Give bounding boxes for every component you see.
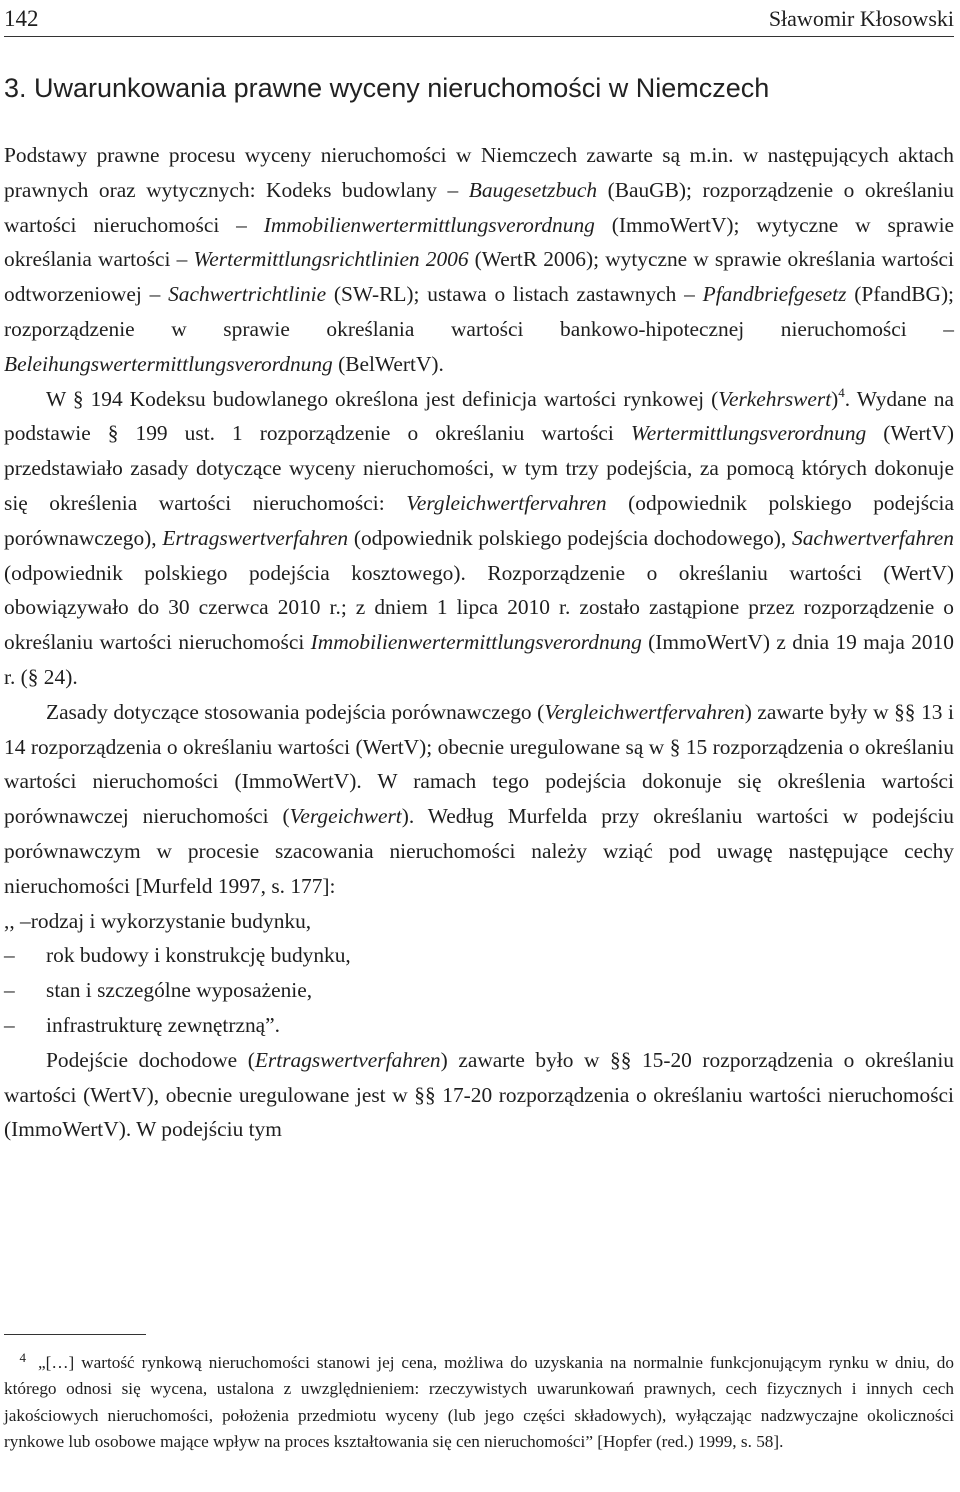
text-run: (ImmoWertV) z dnia 19 maja 2010 r. (§ 24). <box>4 630 954 689</box>
text-run: (PfandBG); rozporządzenie w sprawie określania wartości bankowo-hipotecznej nieruchomości – <box>4 282 955 341</box>
running-author: Sławomir Kłosowski <box>768 6 954 31</box>
list-item <box>4 1008 954 1043</box>
section-heading: 3. Uwarunkowania prawne wyceny nieruchomości w Niemczech <box>4 73 770 103</box>
italic-term: Ertragswertverfahren <box>254 1047 441 1072</box>
paragraph-legal-bases <box>4 138 954 382</box>
text-run: (odpowiednik polskiego podejścia dochodowego), <box>348 525 792 550</box>
footnote-text: „[…] wartość rynkową nieruchomości stanowi jej cena, możliwa do uzyskania na normalnie funkcjonującym rynku w dniu, do którego odnosi się wycena, ustalona z uwzględnieniem: rzeczywistych uwarunkowań prawnych, cech fizycznych i innych cech jakościowych nieruchomości, położenia przedmiotu wyceny (lub jego części składowych), wyłączając nadzwyczajne okoliczności rynkowe lub osobowe mające wpływ na proces kształtowania się cen nieruchomości” [Hopfer (red.) 1999, s. 58]. <box>4 1353 954 1452</box>
italic-term: Sachwertrichtlinie <box>168 282 327 307</box>
text-run: ) zawarte były w §§ 13 i 14 rozporządzenia o określaniu wartości (WertV); obecnie uregulowane są w § 15 rozporządzenia o określaniu wartości nieruchomości (ImmoWertV). W ramach tego podejścia dokonuje się określenia wartości porównawczej nieruchomości ( <box>4 699 955 829</box>
text-run: (WertV) przedstawiało zasady dotyczące wyceny nieruchomości, w tym trzy podejścia, za pomocą których dokonuje się określenia wartości nieruchomości: <box>4 421 955 515</box>
italic-term: Immobilienwertermittlungsverordnung <box>263 212 595 237</box>
text-run: ). Według Murfelda przy określaniu wartości w podejściu porównawczym w procesie szacowania nieruchomości należy wziąć pod uwagę następujące cechy nieruchomości [Murfeld 1997, s. 177]: <box>4 804 954 898</box>
italic-term: Vergleichwertfervahren <box>406 490 607 515</box>
text-run: Podstawy prawne procesu wyceny nieruchomości w Niemczech zawarte są m.in. w następujących aktach prawnych oraz wytycznych: Kodeks budowlany – <box>4 143 954 202</box>
list-item-text: stan i szczególne wyposażenie, <box>46 978 313 1003</box>
text-run: Podejście dochodowe ( <box>46 1047 255 1072</box>
italic-term: Wertermittlungsrichtlinien 2006 <box>193 247 469 272</box>
list-dash: – <box>4 978 15 1003</box>
list-dash: ,, – <box>4 908 31 933</box>
text-run: (WertR 2006); wytyczne w sprawie określania wartości odtworzeniowej – <box>4 247 954 307</box>
list-item-text: infrastrukturę zewnętrzną”. <box>46 1012 280 1037</box>
text-run: ) <box>831 386 839 411</box>
footnote-rule <box>4 1334 146 1335</box>
italic-term: Pfandbriefgesetz <box>702 282 847 307</box>
footnote-reference[interactable]: 4 <box>838 384 845 400</box>
list-item-text: rodzaj i wykorzystanie budynku, <box>30 908 312 933</box>
document-page <box>4 0 954 1492</box>
text-run: (BelWertV). <box>332 351 444 376</box>
italic-term: Beleihungswertermittlungsverordnung <box>4 351 333 376</box>
text-run: (SW-RL); ustawa o listach zastawnych – <box>326 282 703 307</box>
feature-list <box>4 904 954 1043</box>
body-text <box>4 138 954 1147</box>
italic-term: Verkehrswert <box>718 386 832 411</box>
text-run: (ImmoWertV); wytyczne w sprawie określania wartości – <box>4 212 955 272</box>
list-item <box>4 904 954 939</box>
italic-term: Ertragswertverfahren <box>162 525 349 550</box>
paragraph-income-approach <box>4 1043 954 1147</box>
running-header <box>4 4 954 34</box>
italic-term: Wertermittlungsverordnung <box>630 421 867 446</box>
list-item <box>4 938 954 973</box>
text-run: (BauGB); rozporządzenie o określaniu wartości nieruchomości – <box>4 177 954 237</box>
text-run: (odpowiednik polskiego podejścia kosztowego). Rozporządzenie o określaniu wartości (WertV) obowiązywało do 30 czerwca 2010 r.; z dniem 1 lipca 2010 r. zostało zastąpione przez rozporządzenie o określaniu wartości nieruchomości <box>4 560 954 655</box>
text-run: Zasady dotyczące stosowania podejścia porównawczego ( <box>46 699 545 724</box>
list-item-text: rok budowy i konstrukcję budynku, <box>46 943 351 968</box>
header-rule <box>4 36 954 37</box>
text-run: . Wydane na podstawie § 199 ust. 1 rozporządzenie o określaniu wartości <box>4 386 954 446</box>
list-item <box>4 973 954 1008</box>
footnote: 4 „[…] wartość rynkową nieruchomości stanowi jej cena, możliwa do uzyskania na normalnie funkcjonującym rynku w dniu, do którego odnosi się wycena, ustalona z uwzględnieniem: rzeczywistych uwarunkowań prawnych, cech fizycznych i innych cech jakościowych nieruchomości, położenia przedmiotu wyceny (lub jego części składowych), wyłączając nadzwyczajne okoliczności rynkowe lub osobowe mające wpływ na proces kształtowania się cen nieruchomości” [Hopfer (red.) 1999, s. 58]. <box>4 1350 954 1452</box>
italic-term: Vergeichwert <box>289 804 402 829</box>
text-run: ) zawarte było w §§ 15-20 rozporządzenia o określaniu wartości (WertV), obecnie uregulowane jest w §§ 17-20 rozporządzenia o określaniu wartości nieruchomości (ImmoWertV). W podejściu tym <box>4 1047 954 1142</box>
page-number: 142 <box>4 6 39 31</box>
paragraph-comparative-approach <box>4 695 954 904</box>
paragraph-market-value <box>4 382 954 695</box>
italic-term: Baugesetzbuch <box>468 177 598 202</box>
italic-term: Vergleichwertfervahren <box>544 699 745 724</box>
list-dash: – <box>4 943 15 968</box>
text-run: W § 194 Kodeksu budowlanego określona jest definicja wartości rynkowej ( <box>46 386 719 411</box>
italic-term: Immobilienwertermittlungsverordnung <box>310 630 642 655</box>
italic-term: Sachwertverfahren <box>792 525 954 550</box>
list-dash: – <box>4 1012 15 1037</box>
text-run: (odpowiednik polskiego podejścia porównawczego), <box>4 490 954 550</box>
